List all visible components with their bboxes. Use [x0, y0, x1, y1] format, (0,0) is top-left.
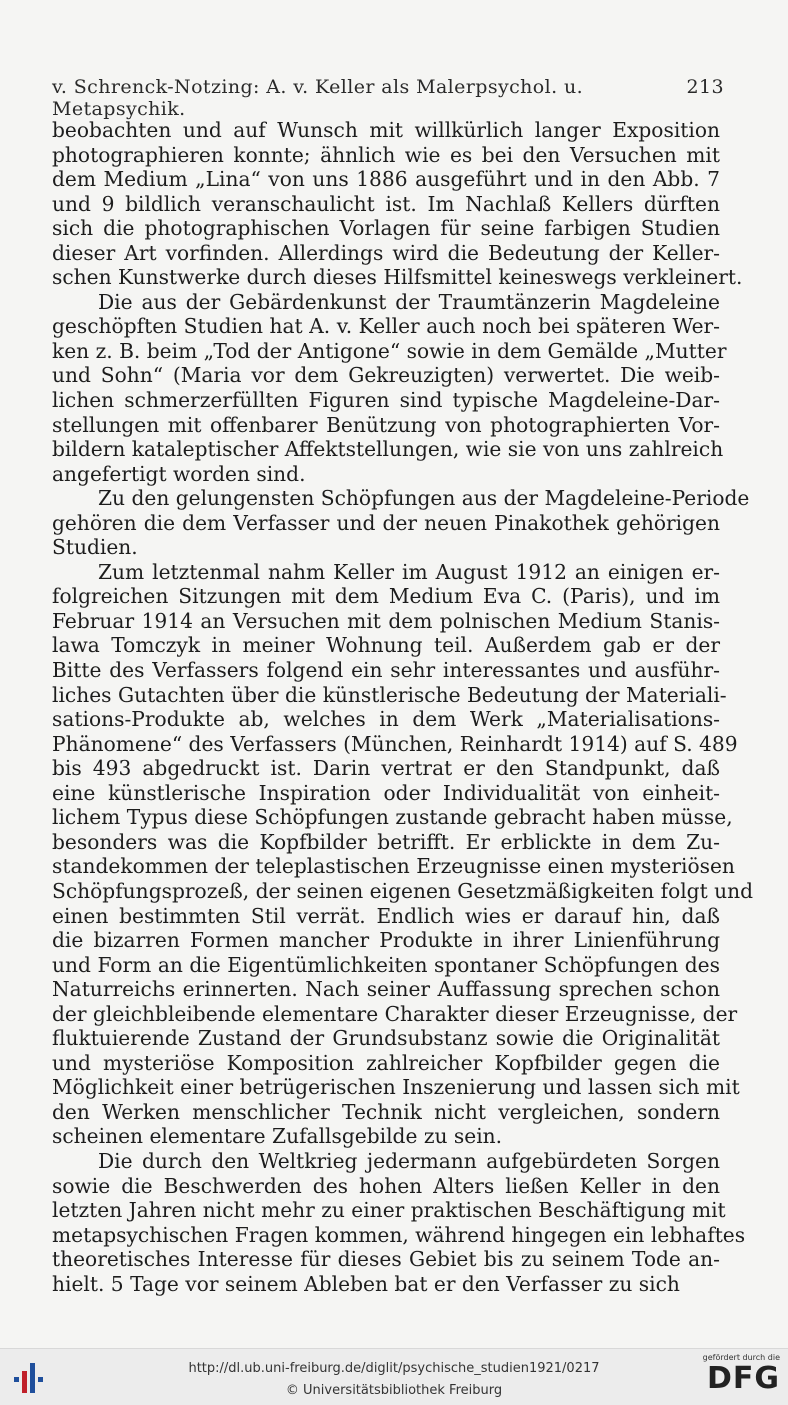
text-line: sations-Produkte ab, welches in dem Werk „Materialisations-: [52, 707, 720, 732]
text-line: stellungen mit offenbarer Benützung von photographierten Vor-: [52, 412, 720, 437]
text-line: Die aus der Gebärdenkunst der Traumtänzerin Magdeleine: [98, 289, 720, 314]
text-line: Phänomene“ des Verfassers (München, Reinhardt 1914) auf S. 489: [52, 731, 738, 756]
text-line: schen Kunstwerke durch dieses Hilfsmittel keineswegs verkleinert.: [52, 265, 743, 290]
text-line: standekommen der teleplastischen Erzeugnisse einen mysteriösen: [52, 854, 735, 879]
text-line: Naturreichs erinnerten. Nach seiner Auffassung sprechen schon: [52, 977, 720, 1002]
body-text: [52, 118, 754, 1296]
text-line: theoretisches Interesse für dieses Gebiet bis zu seinem Tode an-: [52, 1247, 720, 1272]
text-line: angefertigt worden sind.: [52, 461, 306, 486]
text-line: der gleichbleibende elementare Charakter dieser Erzeugnisse, der: [52, 1001, 738, 1026]
viewer-footer: [0, 1348, 788, 1405]
text-line: Zum letztenmal nahm Keller im August 1912 an einigen er-: [98, 559, 720, 584]
text-line: hielt. 5 Tage vor seinem Ableben bat er den Verfasser zu sich: [52, 1271, 680, 1296]
text-line: Bitte des Verfassers folgend ein sehr interessantes und ausführ-: [52, 658, 720, 683]
text-line: gehören die dem Verfasser und der neuen Pinakothek gehörigen: [52, 510, 720, 535]
page-number: 213: [686, 76, 724, 98]
text-line: Studien.: [52, 535, 138, 560]
text-line: Möglichkeit einer betrügerischen Inszenierung und lassen sich mit: [52, 1075, 740, 1100]
source-url-link[interactable]: http://dl.ub.uni-freiburg.de/diglit/psychische_studien1921/0217: [188, 1361, 600, 1376]
text-line: ken z. B. beim „Tod der Antigone“ sowie in dem Gemälde „Mutter: [52, 338, 727, 363]
text-line: lawa Tomczyk in meiner Wohnung teil. Außerdem gab er der: [52, 633, 720, 658]
text-line: photographieren konnte; ähnlich wie es bei den Versuchen mit: [52, 142, 720, 167]
text-line: und Form an die Eigentümlichkeiten spontaner Schöpfungen des: [52, 952, 720, 977]
paragraph: [52, 486, 750, 560]
paragraph: [52, 1148, 746, 1296]
text-line: geschöpften Studien hat A. v. Keller auch noch bei späteren Wer-: [52, 314, 720, 339]
text-line: einen bestimmten Stil verrät. Endlich wies er darauf hin, daß: [52, 903, 720, 928]
copyright-notice: © Universitätsbibliothek Freiburg: [285, 1383, 503, 1398]
text-line: und mysteriöse Komposition zahlreicher Kopfbilder gegen die: [52, 1050, 720, 1075]
text-line: dem Medium „Lina“ von uns 1886 ausgeführt und in den Abb. 7: [52, 167, 720, 192]
text-line: und Sohn“ (Maria vor dem Gekreuzigten) verwertet. Die weib-: [52, 363, 720, 388]
text-line: Februar 1914 an Versuchen mit dem polnischen Medium Stanis-: [52, 608, 720, 633]
text-line: Die durch den Weltkrieg jedermann aufgebürdeten Sorgen: [98, 1148, 720, 1173]
dfg-note: gefördert durch die: [702, 1353, 780, 1362]
running-head: [52, 76, 724, 120]
text-line: Schöpfungsprozeß, der seinen eigenen Gesetzmäßigkeiten folgt und: [52, 878, 754, 903]
text-line: den Werken menschlicher Technik nicht vergleichen, sondern: [52, 1099, 720, 1124]
paragraph: [52, 559, 754, 1149]
paragraph: [52, 118, 743, 290]
text-line: fluktuierende Zustand der Grundsubstanz sowie die Originalität: [52, 1026, 720, 1051]
text-line: lichem Typus diese Schöpfungen zustande gebracht haben müsse,: [52, 805, 733, 830]
text-line: letzten Jahren nicht mehr zu einer praktischen Beschäftigung mit: [52, 1198, 726, 1223]
text-line: bildern kataleptischer Affektstellungen, wie sie von uns zahlreich: [52, 437, 724, 462]
text-line: scheinen elementare Zufallsgebilde zu sein.: [52, 1124, 503, 1149]
text-line: dieser Art vorfinden. Allerdings wird die Bedeutung der Keller-: [52, 240, 720, 265]
text-line: lichen schmerzerfüllten Figuren sind typische Magdeleine-Dar-: [52, 388, 720, 413]
text-line: sich die photographischen Vorlagen für seine farbigen Studien: [52, 216, 720, 241]
text-line: besonders was die Kopfbilder betrifft. Er erblickte in dem Zu-: [52, 829, 720, 854]
text-line: bis 493 abgedruckt ist. Darin vertrat er den Standpunkt, daß: [52, 756, 720, 781]
dfg-logo: DFG: [706, 1361, 780, 1396]
running-head-title: v. Schrenck-Notzing: A. v. Keller als Malerpsychol. u. Metapsychik.: [52, 76, 584, 120]
text-line: Zu den gelungensten Schöpfungen aus der Magdeleine-Periode: [98, 486, 750, 511]
text-line: folgreichen Sitzungen mit dem Medium Eva C. (Paris), und im: [52, 584, 720, 609]
text-line: beobachten und auf Wunsch mit willkürlich langer Exposition: [52, 118, 720, 142]
text-line: und 9 bildlich veranschaulicht ist. Im Nachlaß Kellers dürften: [52, 191, 720, 216]
text-line: liches Gutachten über die künstlerische Bedeutung der Materiali-: [52, 682, 727, 707]
paragraph: [52, 289, 727, 486]
text-line: sowie die Beschwerden des hohen Alters ließen Keller in den: [52, 1173, 720, 1198]
text-line: die bizarren Formen mancher Produkte in ihrer Linienführung: [52, 928, 720, 953]
text-line: eine künstlerische Inspiration oder Individualität von einheit-: [52, 780, 720, 805]
dfg-funding-badge: [690, 1353, 780, 1401]
text-line: metapsychischen Fragen kommen, während hingegen ein lebhaftes: [52, 1222, 746, 1247]
